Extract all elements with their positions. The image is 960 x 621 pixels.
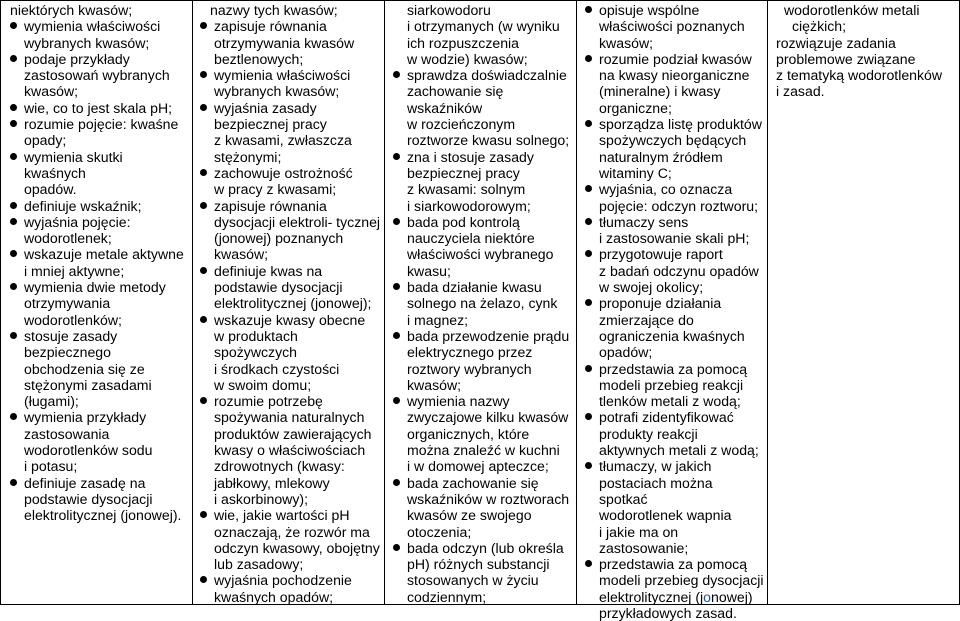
column-divider (192, 0, 193, 605)
list-item-line: można znaleźć w kuchni (407, 442, 560, 459)
text-line: rozwiązuje zadania (776, 34, 896, 51)
list-item-line: zastosowanie; (599, 539, 689, 556)
list-item-line: i potasu; (24, 458, 78, 475)
list-item-line: (ługami); (24, 393, 79, 410)
bullet-icon (10, 479, 17, 486)
bullet-icon (200, 202, 207, 209)
bullet-icon (10, 218, 17, 225)
list-item (393, 328, 573, 393)
bullet-icon (200, 267, 207, 274)
list-item (200, 18, 382, 67)
list-item-line: wybranych kwasów; (214, 83, 340, 100)
list-item-line: definiuje zasadę na (24, 474, 146, 491)
list-item-line: w pracy z kwasami; (214, 181, 337, 198)
list-item (10, 246, 188, 279)
column-grade-2 (10, 2, 188, 524)
list-item-line: kwasów; (407, 376, 462, 393)
list-item-line: i środkach czystości (214, 360, 340, 377)
column-grade-4 (393, 2, 573, 605)
list-item-line: i zastosowanie skali pH; (599, 230, 750, 247)
column-divider (384, 0, 385, 605)
list-item-line: wymienia nazwy (407, 393, 510, 410)
list-item-line: właściwości wybranego (407, 246, 554, 263)
list-item-line: oznaczają, że rozwór ma (214, 523, 370, 540)
list-item-line: kwasów; (214, 246, 269, 263)
list-item (200, 198, 382, 263)
list-item-line: (jonowej) poznanych (214, 230, 344, 247)
list-item-line: wskazuje kwasy obecne (214, 311, 366, 328)
list-item-line: elektrycznego przez (407, 344, 533, 361)
list-item-line: wodorotlenków; (24, 311, 122, 328)
list-item-line: (mineralne) i kwasy (599, 83, 721, 100)
list-item-line: wodorotlenek; (24, 230, 112, 247)
list-item-line: wyjaśnia pojęcie: (24, 213, 131, 230)
list-item (200, 263, 382, 312)
list-item-line: wyjaśnia, co oznacza (599, 181, 733, 198)
list-item-line: kwasu; (407, 262, 451, 279)
list-item-line: wymienia właściwości (24, 18, 161, 35)
list-item-line: właściwości poznanych (599, 18, 745, 35)
list-item-line: przygotowuje raport (599, 246, 723, 263)
list-item (393, 149, 573, 214)
list-item (10, 214, 188, 247)
list-item-line: pojęcie: odczyn roztworu; (599, 197, 759, 214)
list-item-line: modeli przebieg reakcji (599, 376, 744, 393)
list-item-line: i mniej aktywne; (24, 262, 125, 279)
list-item (585, 295, 765, 360)
list-item-line: wybranych kwasów; (24, 34, 150, 51)
list-item-line: opadów. (24, 181, 77, 198)
list-item-line: podstawie dysocjacji (214, 279, 343, 296)
list-item-line: stosuje zasady (24, 327, 118, 344)
list-item-line: roztworze kwasu solnego; (407, 132, 570, 149)
list-item (393, 540, 573, 605)
list-item-line: kwasów ze swojego (407, 507, 532, 524)
list-item-line: elektrolitycznej (jonowej); (214, 295, 372, 312)
list-item-line: ograniczenia kwaśnych (599, 327, 745, 344)
list-item-line: zachowanie się (407, 83, 504, 100)
bullet-icon (393, 332, 400, 339)
list-item-line: jabłkowy, mlekowy (214, 474, 330, 491)
list-item-line: odczyn kwasowy, obojętny (214, 539, 380, 556)
bullet-icon (200, 169, 207, 176)
list-item-line: bezpiecznego (24, 344, 111, 361)
list-item (10, 18, 188, 51)
list-item-line: wymienia przykłady (24, 409, 147, 426)
table-top-border (0, 0, 960, 1)
bullet-icon (200, 316, 207, 323)
list-item-line: wodorotlenek wapnia (599, 507, 732, 524)
bullet-icon (10, 104, 17, 111)
column-grade-6 (774, 2, 958, 100)
list-item (10, 116, 188, 149)
list-item-line: wymienia właściwości (214, 67, 351, 84)
list-item (585, 116, 765, 181)
list-item-line: produktów zawierających (214, 425, 372, 442)
list-item-line: zwyczajowe kilku kwasów (407, 409, 569, 426)
list-item (585, 51, 765, 116)
list-item-line: otrzymywania kwasów (214, 34, 355, 51)
list-item (10, 51, 188, 100)
list-item (393, 67, 573, 148)
list-item (393, 475, 573, 540)
list-item (200, 312, 382, 393)
list-item-line: i siarkowodorowym; (407, 197, 531, 214)
list-item (200, 100, 382, 165)
list-item-line: beztlenowych; (214, 50, 304, 67)
list-item (393, 279, 573, 328)
list-item-line: z badań odczynu opadów (599, 262, 759, 279)
list-item-line: codziennym; (407, 588, 487, 605)
list-item-line: bezpiecznej pracy (214, 116, 327, 133)
list-item-line: solnego na żelazo, cynk (407, 295, 558, 312)
list-item-line (585, 589, 765, 605)
list-item-line: produkty reakcji (599, 425, 698, 442)
list-item-line: proponuje działania (599, 295, 722, 312)
list-item-line: sprawdza doświadczalnie (407, 67, 567, 84)
text-line: nazwy tych kwasów; (210, 2, 338, 18)
list-item (10, 475, 188, 524)
list-item-line: opady; (24, 132, 67, 149)
list-item-line: w swoim domu; (214, 376, 312, 393)
list-item-line: stężonymi zasadami (24, 376, 152, 393)
list-item-line: dysocjacji elektroli- tycznej (214, 213, 381, 230)
list-item-line: wskaźników w roztworach (407, 490, 570, 507)
list-item-line: otrzymywania (24, 295, 111, 312)
list-item-line: rozumie podział kwasów (599, 50, 752, 67)
list-item-line: bada działanie kwasu (407, 279, 542, 296)
list-item-line: podaje przykłady (24, 50, 130, 67)
list-item-line: tłumaczy sens (599, 213, 689, 230)
list-item-line: modeli przebieg dysocjacji (599, 572, 764, 589)
list-item-line: kwasy o właściwościach (214, 442, 366, 459)
list-item-line: z kwasami, zwłaszcza (214, 132, 352, 149)
list-item-line: wymienia dwie metody (24, 279, 166, 296)
list-item-line: przykładowych zasad. (599, 604, 737, 621)
list-item-line: elektrolitycznej (jonowej). (24, 507, 182, 524)
list-item-line: wskazuje metale aktywne (24, 246, 184, 263)
list-item (200, 393, 382, 507)
bullet-icon (10, 55, 17, 62)
list-item-line: zmierzające do (599, 311, 694, 328)
list-item-line: definiuje wskaźnik; (24, 197, 142, 214)
list-item (200, 507, 382, 572)
list-item-line: w rozcieńczonym (407, 116, 516, 133)
text-line: niektórych kwasów; (10, 2, 133, 18)
list-item-line: i magnez; (407, 311, 469, 328)
list-item-line: zna i stosuje zasady (407, 148, 534, 165)
list-item-line: pH) różnych substancji (407, 556, 550, 573)
list-item (10, 198, 188, 214)
list-item (393, 214, 573, 279)
list-item-line: wymienia skutki kwaśnych (24, 148, 123, 181)
text-line: problemowe związane (776, 50, 916, 67)
list-item-line: z kwasami: solnym (407, 181, 526, 198)
text-line: z tematyką wodorotlenków (776, 67, 943, 84)
list-item (10, 279, 188, 328)
list-item-line: naturalnym źródłem (599, 148, 723, 165)
list-item-line: zapisuje równania (214, 18, 327, 35)
list-item (585, 409, 765, 458)
list-item-line: lub zasadowy; (214, 556, 304, 573)
bullet-icon (393, 218, 400, 225)
bullet-icon (393, 479, 400, 486)
list-item-line: i askorbinowy); (214, 490, 308, 507)
list-item-line: bezpiecznej pracy (407, 164, 520, 181)
list-item-line: tlenków metali z wodą; (599, 393, 741, 410)
list-item-line: bada przewodzenie prądu (407, 327, 570, 344)
list-item-line: i w domowej apteczce; (407, 458, 549, 475)
list-item-line: wodorotlenków sodu (24, 442, 153, 459)
list-item-line: w swojej okolicy; (599, 279, 704, 296)
list-item-line: organicznych, które (407, 425, 530, 442)
bullet-icon (200, 104, 207, 111)
list-item-line: aktywnych metali z wodą; (599, 442, 759, 459)
list-item-line: obchodzenia się ze (24, 360, 145, 377)
list-item (200, 165, 382, 198)
text-line: ich rozpuszczenia (407, 34, 520, 51)
list-item (585, 246, 765, 295)
list-item-line: potrafi zidentyfikować (599, 409, 734, 426)
list-item (585, 214, 765, 247)
list-item-line: rozumie pojęcie: kwaśne (24, 116, 179, 133)
list-item (585, 556, 765, 621)
list-item-line: kwasów; (24, 83, 79, 100)
column-divider (767, 0, 768, 605)
list-item-line: wyjaśnia zasady (214, 99, 317, 116)
bullet-icon (585, 218, 592, 225)
list-item-line: nauczyciela niektóre (407, 230, 535, 247)
bullet-icon (393, 283, 400, 290)
list-item-line: bada zachowanie się (407, 474, 539, 491)
list-item-line: zachowuje ostrożność (214, 164, 353, 181)
text-line: wodorotlenków metali (784, 2, 920, 18)
list-item-line: wyjaśnia pochodzenie (214, 572, 352, 589)
list-item-line: zastosowań wybranych (24, 67, 170, 84)
list-item-line: i jakie ma on (599, 523, 679, 540)
list-item-line: kwaśnych opadów; (214, 588, 334, 605)
list-item-line: rozumie potrzebę (214, 393, 323, 410)
list-item-line: przedstawia za pomocą (599, 556, 748, 573)
list-item-line: na kwasy nieorganiczne (599, 67, 750, 84)
highlighted-letter: o (703, 588, 712, 605)
bullet-icon (10, 332, 17, 339)
list-item-line: zdrowotnych (kwasy: (214, 458, 345, 475)
list-item-line: organiczne; (599, 99, 672, 116)
list-item-line: opadów; (599, 344, 653, 361)
text-line: siarkowodoru (407, 2, 491, 18)
column-grade-3 (200, 2, 382, 605)
bullet-icon (585, 365, 592, 372)
list-item-line: otoczenia; (407, 523, 472, 540)
bullet-icon (10, 202, 17, 209)
bullet-icon (585, 6, 592, 13)
list-item-line: wie, co to jest skala pH; (24, 99, 173, 116)
list-item-line: spożywczych będących (599, 132, 747, 149)
list-item (10, 409, 188, 474)
list-item-line: stężonymi; (214, 148, 282, 165)
list-item-line: podstawie dysocjacji (24, 490, 153, 507)
list-item-line: spożywczych (214, 344, 298, 361)
list-item-line: tłumaczy, w jakich (599, 458, 712, 475)
bullet-icon (10, 283, 17, 290)
list-item-line: wskaźników (407, 99, 483, 116)
list-item (10, 328, 188, 409)
list-item (10, 100, 188, 116)
list-item (585, 361, 765, 410)
column-grade-5 (585, 2, 765, 621)
list-item-line: witaminy C; (599, 164, 672, 181)
list-item-line: postaciach można spotkać (599, 474, 713, 507)
list-item (585, 2, 765, 51)
text-fragment: nowej) (711, 588, 753, 605)
bullet-icon (585, 55, 592, 62)
list-item (393, 393, 573, 474)
list-item-line: kwasów; (599, 34, 654, 51)
list-item-line: sporządza listę produktów (599, 116, 762, 133)
list-item-line: w produktach (214, 327, 298, 344)
table-left-border (0, 0, 1, 605)
bullet-icon (393, 544, 400, 551)
text-fragment: elektrolitycznej (j (599, 588, 704, 605)
list-item-line: stosowanych w życiu (407, 572, 539, 589)
list-item-line: spożywania naturalnych (214, 409, 365, 426)
bullet-icon (10, 153, 17, 160)
list-item (10, 149, 188, 198)
list-item-line: opisuje wspólne (599, 2, 700, 18)
list-item-line: przedstawia za pomocą (599, 360, 748, 377)
bullet-icon (393, 153, 400, 160)
list-item-line: bada odczyn (lub określa (407, 539, 564, 556)
text-line: ciężkich; (792, 18, 847, 35)
list-item-line: wie, jakie wartości pH (214, 507, 350, 524)
list-item (200, 572, 382, 605)
list-item-line: bada pod kontrolą (407, 213, 520, 230)
list-item (585, 181, 765, 214)
text-line: w wodzie) kwasów; (407, 50, 528, 67)
list-item (585, 458, 765, 556)
text-line: i otrzymanych (w wyniku (407, 18, 560, 35)
list-item-line: zapisuje równania (214, 197, 327, 214)
list-item-line: zastosowania (24, 425, 110, 442)
list-item-line: roztwory wybranych (407, 360, 532, 377)
column-divider (576, 0, 577, 605)
text-line: i zasad. (776, 83, 825, 100)
list-item (200, 67, 382, 100)
list-item-line: definiuje kwas na (214, 262, 323, 279)
